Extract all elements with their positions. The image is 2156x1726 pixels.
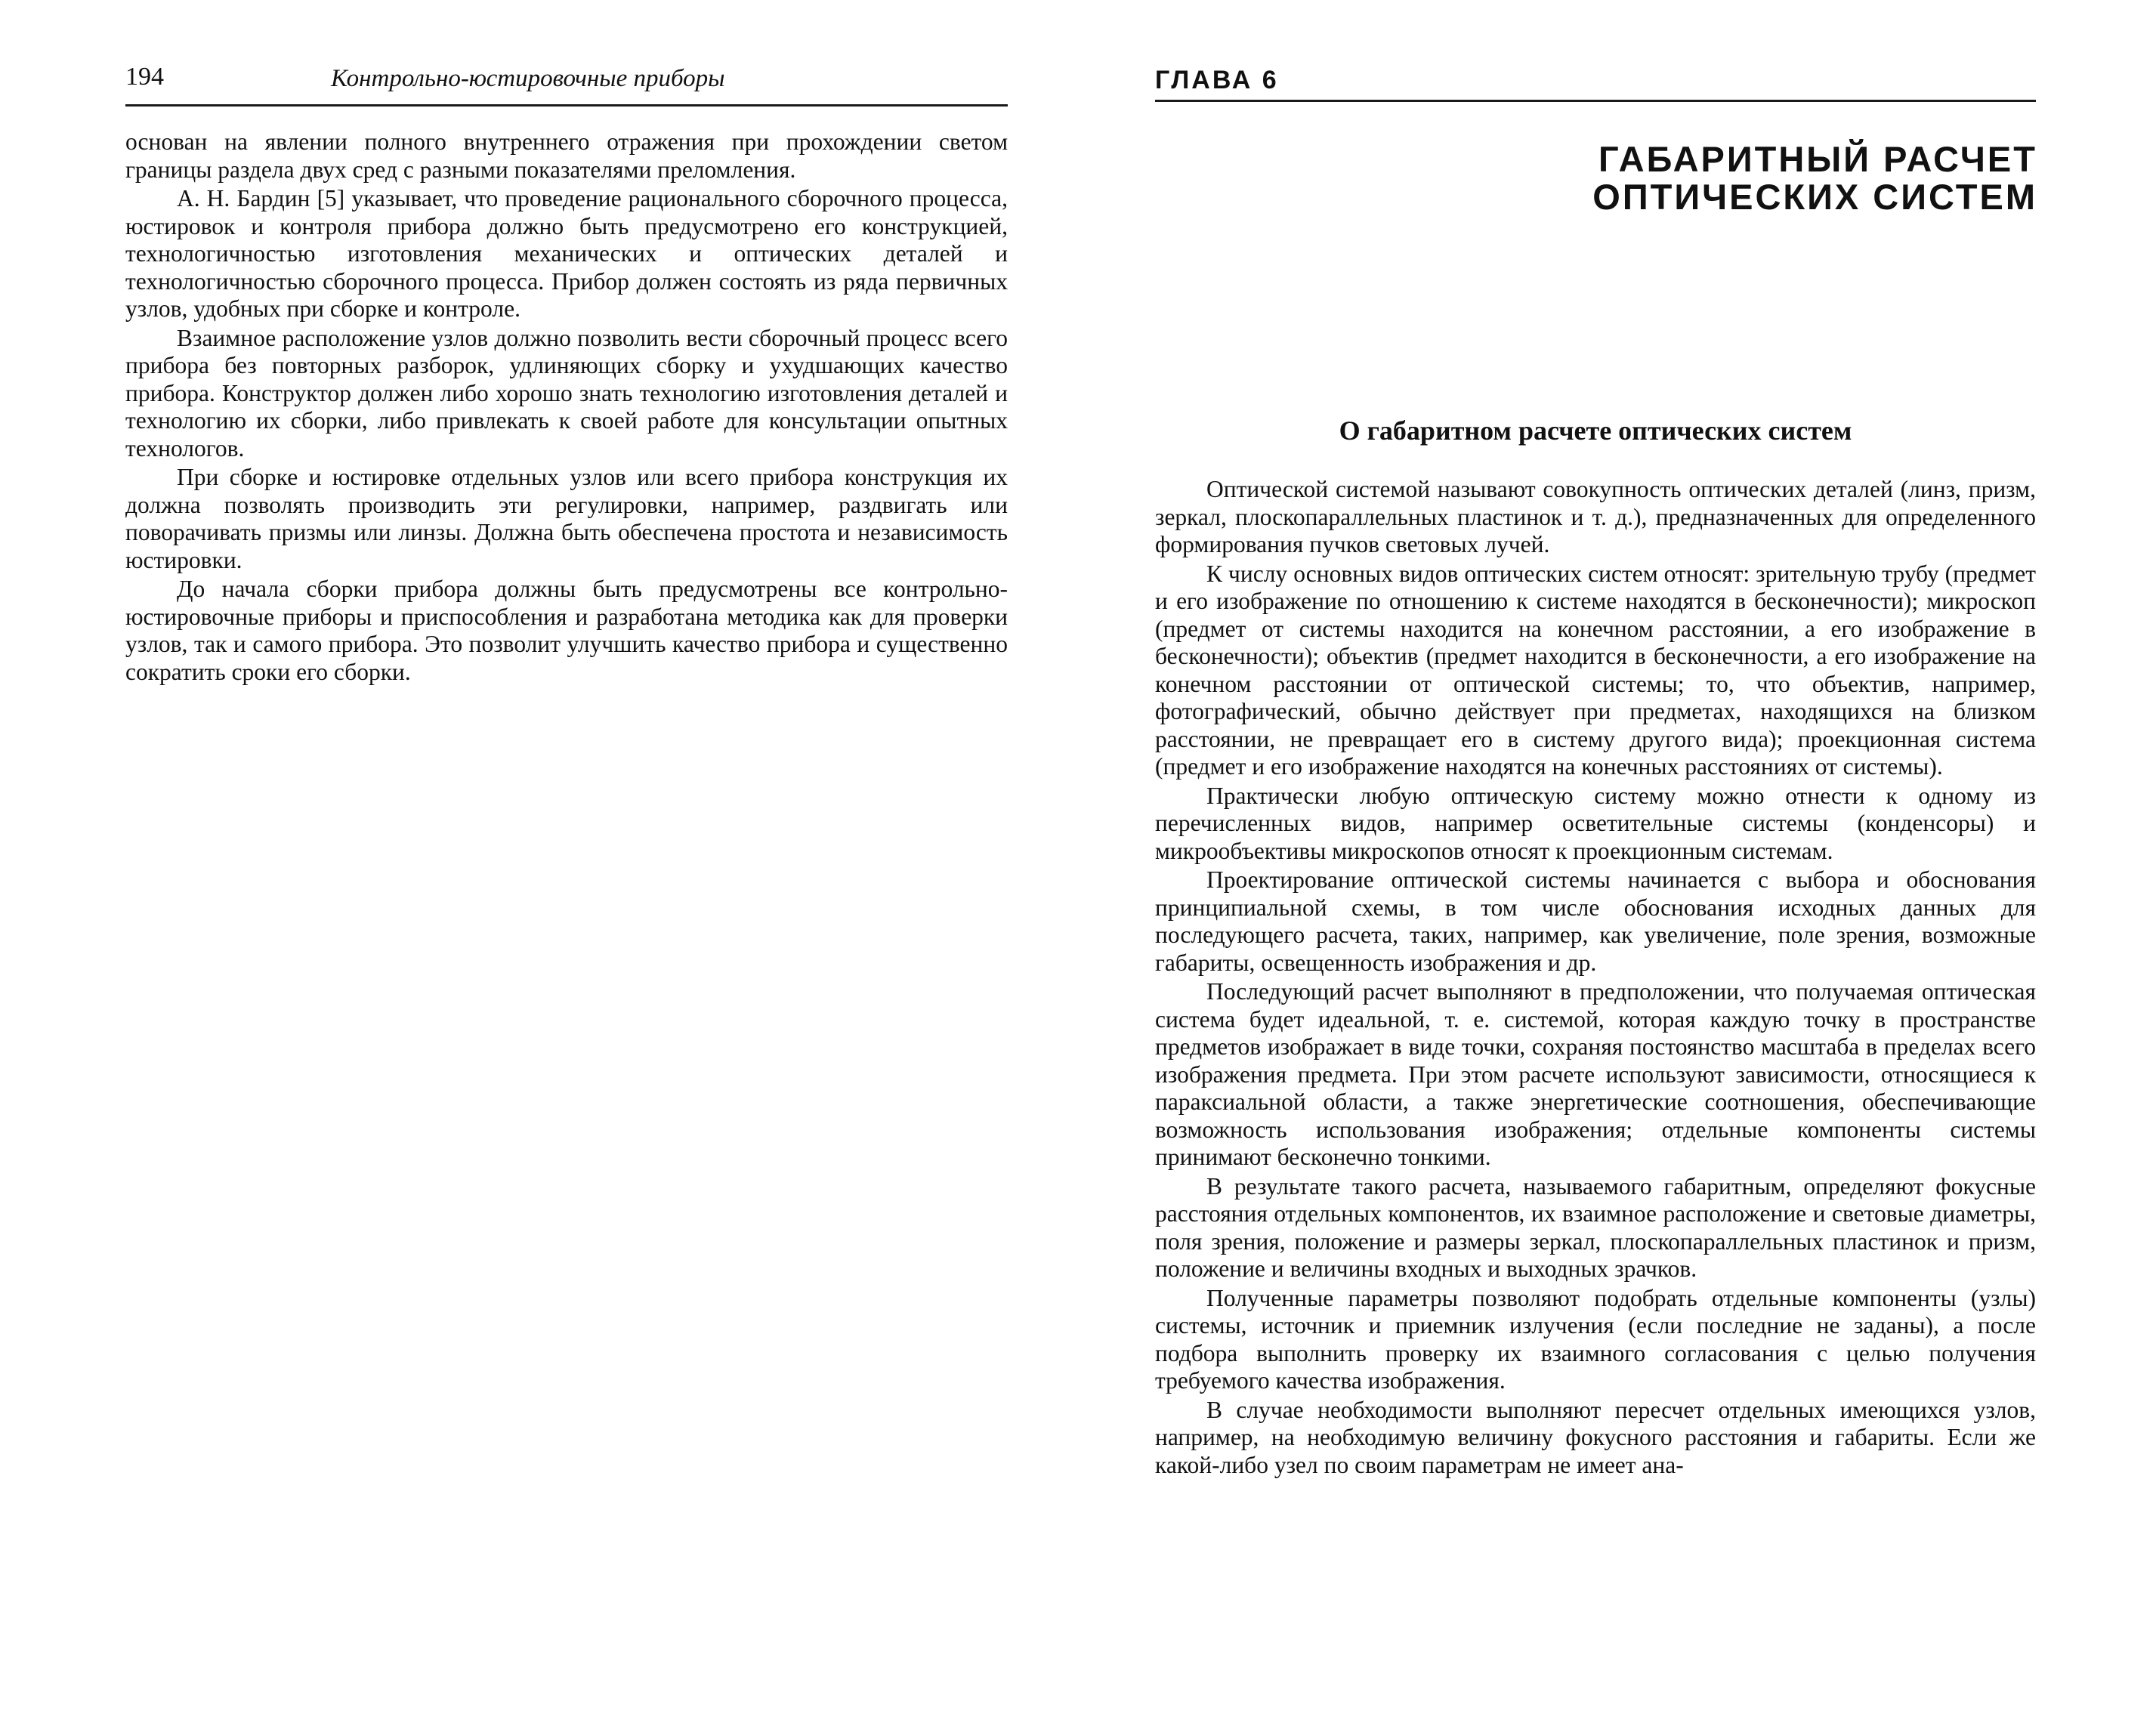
running-head [125, 59, 1008, 107]
paragraph: Взаимное расположение узлов должно позволить вести сборочный процесс всего прибора без повторных разборок, удлиняющих сборку и ухудшающих качество прибора. Конструктор должен либо хорошо знать технологию изготовления деталей и технологию их сборки, либо привлекать к своей работе для консультации опытных технологов. [125, 324, 1008, 462]
chapter-title [1358, 140, 2037, 216]
paragraph: Практически любую оптическую систему можно отнести к одному из перечисленных видов, например осветительные системы (конденсоры) и микрообъективы микроскопов относят к проекционным системам. [1155, 782, 2036, 864]
paragraph: В случае необходимости выполняют пересчет отдельных имеющихся узлов, например, на необходимую величину фокусного расстояния и габариты. Если же какой-либо узел по своим параметрам не имеет ана- [1155, 1396, 2036, 1478]
chapter-title-line: ГАБАРИТНЫЙ РАСЧЕТ [1598, 139, 2037, 179]
right-page [1078, 0, 2156, 1726]
page-number: 194 [125, 63, 164, 91]
paragraph: Оптической системой называют совокупность оптических деталей (линз, призм, зеркал, плоскопараллельных пластинок и т. д.), предназначенных для определенного формирования пучков световых лучей. [1155, 476, 2036, 557]
running-title: Контрольно-юстировочные приборы [331, 65, 725, 92]
chapter-label: ГЛАВА 6 [1155, 66, 1279, 94]
paragraph: Проектирование оптической системы начинается с выбора и обоснования принципиальной схемы, в том числе обоснования исходных данных для последующего расчета, таких, например, как увеличение, поле зрения, возможные габариты, освещенность изображения и др. [1155, 866, 2036, 976]
section-heading: О габаритном расчете оптических систем [1339, 415, 1852, 446]
paragraph: Последующий расчет выполняют в предположении, что получаемая оптическая система будет идеальной, т. е. системой, которая каждую точку в пространстве предметов изображает в виде точки, сохраняя постоянство масштаба в пределах всего изображения предмета. При этом расчете используют зависимости, относящиеся к параксиальной области, а также энергетические соотношения, обеспечивающие возможность использования изображения; отдельные компоненты системы принимают бесконечно тонкими. [1155, 978, 2036, 1170]
chapter-title-line: ОПТИЧЕСКИХ СИСТЕМ [1592, 177, 2037, 217]
paragraph: К числу основных видов оптических систем относят: зрительную трубу (предмет и его изображение по отношению к системе находятся в бесконечности); микроскоп (предмет от системы находится на конечном расстоянии, а его изображение в бесконечности); объектив (предмет находится в бесконечности, а его изображение на конечном расстоянии от оптической системы; то, что объектив, например, фотографический, обычно действует при предметах, находящихся на близком расстоянии, не превращает его в систему другого вида); проекционная система (предмет и его изображение находятся на конечных расстояниях от системы). [1155, 560, 2036, 780]
chapter-divider [1155, 100, 2036, 102]
paragraph: основан на явлении полного внутреннего отражения при прохождении светом границы раздела двух сред с разными показателями преломления. [125, 128, 1008, 183]
paragraph: При сборке и юстировке отдельных узлов или всего прибора конструкция их должна позволять производить эти регулировки, например, раздвигать или поворачивать призмы или линзы. Должна быть обеспечена простота и независимость юстировки. [125, 464, 1008, 573]
left-body-text [125, 128, 1008, 687]
paragraph: Полученные параметры позволяют подобрать отдельные компоненты (узлы) системы, источник и приемник излучения (если последние не заданы), а после подбора выполнить проверку их взаимного согласования с целью получения требуемого качества изображения. [1155, 1284, 2036, 1394]
paragraph: До начала сборки прибора должны быть предусмотрены все контрольно-юстировочные приборы и приспособления и разработана методика как для проверки узлов, так и самого прибора. Это позволит улучшить качество прибора и существенно сократить сроки его сборки. [125, 576, 1008, 685]
paragraph: А. Н. Бардин [5] указывает, что проведение рационального сборочного процесса, юстировок и контроля прибора должно быть предусмотрено его конструкцией, технологичностью изготовления механических и оптических деталей и технологичностью сборочного процесса. Прибор должен состоять из ряда первичных узлов, удобных при сборке и контроле. [125, 185, 1008, 322]
right-body-text [1155, 476, 2036, 1481]
paragraph: В результате такого расчета, называемого габаритным, определяют фокусные расстояния отдельных компонентов, их взаимное расположение и световые диаметры, поля зрения, положение и размеры зеркал, плоскопараллельных пластинок и призм, положение и величины входных и выходных зрачков. [1155, 1172, 2036, 1282]
